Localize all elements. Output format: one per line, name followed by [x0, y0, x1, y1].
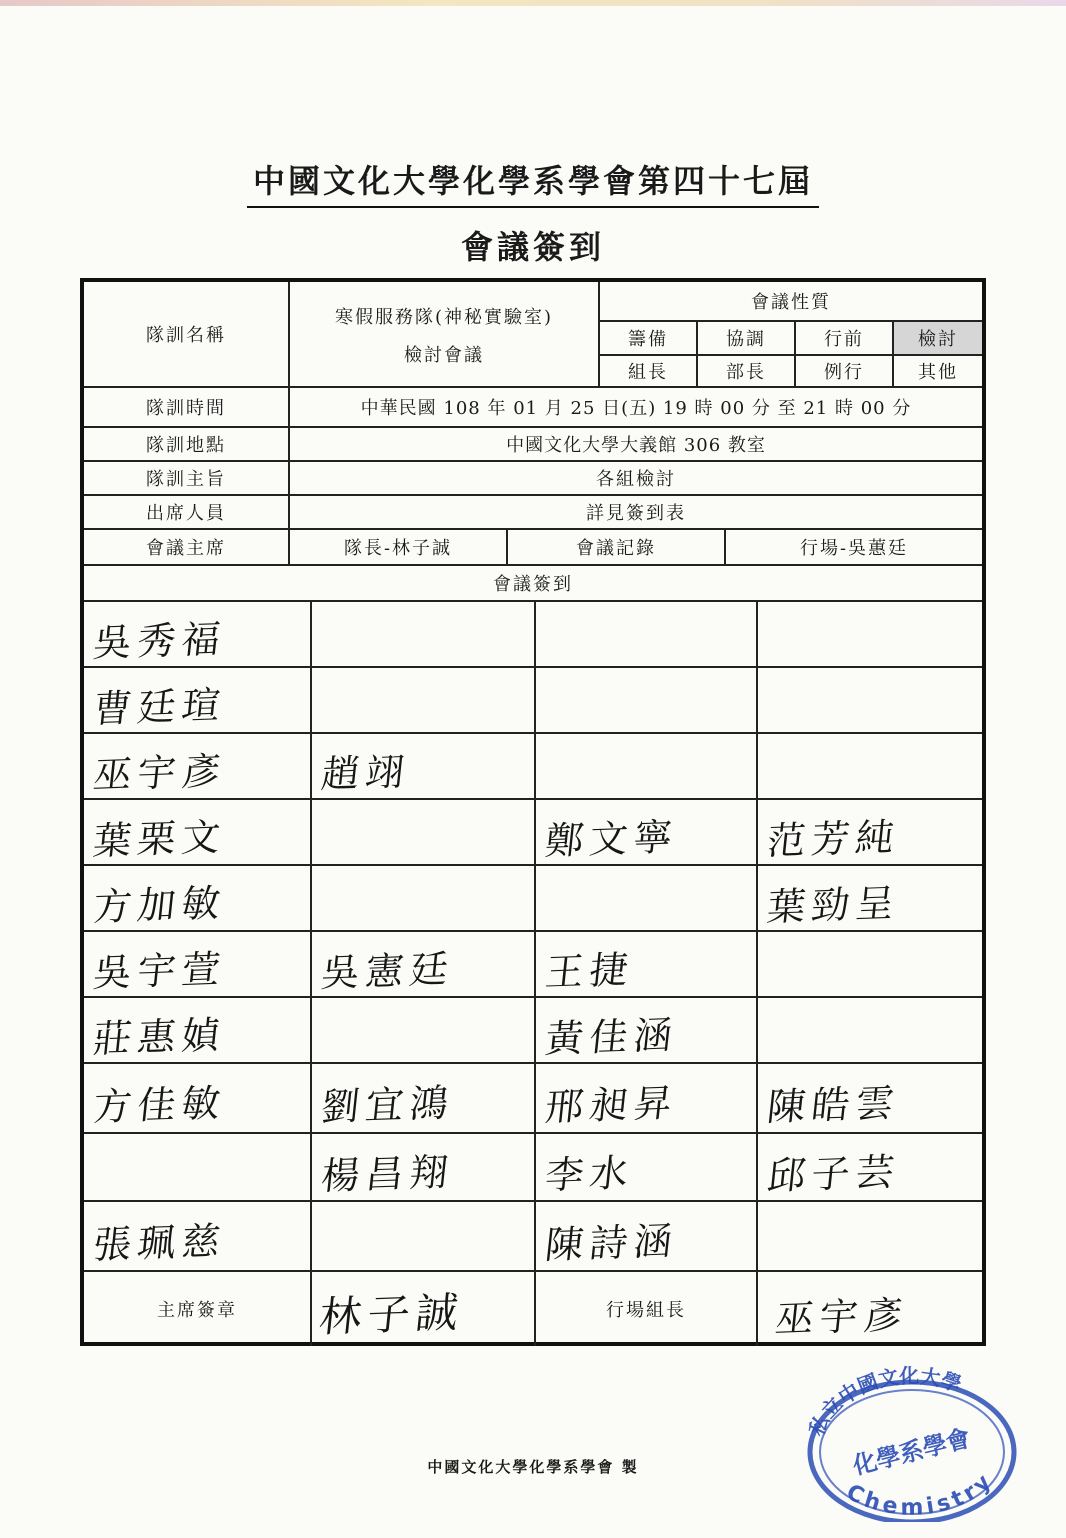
signature-cell: 鄭文寧: [543, 814, 681, 864]
signature-cell: 吳宇萱: [91, 946, 229, 996]
signature-cell: 楊昌翔: [319, 1149, 457, 1199]
signature-cell: 葉栗文: [91, 814, 229, 864]
ops-leader-label: 行場組長: [606, 1300, 686, 1321]
signature-cell: 李水: [543, 1150, 637, 1198]
paper-top-edge: [0, 0, 1066, 6]
signature-cell: 范芳純: [765, 814, 903, 864]
nature-option: 部長: [726, 362, 766, 383]
signature-cell: 邢昶昇: [543, 1080, 681, 1130]
time-value: 中華民國 108 年 01 月 25 日(五) 19 時 00 分 至 21 時 00 分: [360, 398, 912, 419]
rule: [84, 1132, 982, 1134]
nature-option: 籌備: [628, 329, 668, 350]
purpose-label: 隊訓主旨: [146, 469, 226, 490]
signature-cell: 張珮慈: [91, 1218, 229, 1268]
signature-cell: 方佳敏: [91, 1080, 229, 1130]
rule: [84, 1200, 982, 1202]
signature-cell: 葉勁呈: [765, 880, 903, 930]
rule: [534, 600, 536, 1346]
rule: [84, 930, 982, 932]
recorder-label: 會議記錄: [576, 538, 656, 559]
rule: [84, 732, 982, 734]
nature-option-selected: 檢討: [894, 322, 982, 354]
name-value-line2: 檢討會議: [404, 345, 484, 366]
signature-cell: 黃佳涵: [543, 1012, 681, 1062]
nature-label: 會議性質: [751, 292, 831, 313]
signin-header: 會議簽到: [493, 574, 573, 595]
seal-text-bottom: Chemistry: [842, 1467, 999, 1521]
signature-cell: 邱子芸: [765, 1149, 903, 1199]
nature-option: 行前: [824, 329, 864, 350]
signature-cell: 陳皓雲: [765, 1080, 903, 1130]
rule: [756, 600, 758, 1346]
name-value-line1: 寒假服務隊(神秘實驗室): [334, 307, 554, 328]
rule: [84, 996, 982, 998]
svg-text:私立中國文化大學: [804, 1364, 964, 1440]
chair-label: 會議主席: [146, 538, 226, 559]
society-seal: [800, 1362, 1020, 1522]
seal-text-top: 私立中國文化大學: [804, 1363, 965, 1440]
time-label: 隊訓時間: [146, 398, 226, 419]
signature-cell: 方加敏: [91, 880, 229, 930]
rule: [84, 666, 982, 668]
page-subtitle: 會議簽到: [460, 228, 605, 266]
signature-cell: 陳詩涵: [543, 1218, 681, 1268]
place-label: 隊訓地點: [146, 435, 226, 456]
chair-sign-label: 主席簽章: [157, 1300, 237, 1321]
attendees-label: 出席人員: [146, 503, 226, 524]
purpose-value: 各組檢討: [596, 469, 676, 490]
sign-in-form: [80, 278, 986, 1346]
signature-cell: 巫宇彥: [91, 748, 229, 798]
nature-option: 其他: [918, 362, 958, 383]
seal-text-center: 化學系學會: [849, 1423, 974, 1481]
rule: [84, 1062, 982, 1064]
signature-cell: 吳憲廷: [319, 946, 457, 996]
place-value: 中國文化大學大義館 306 教室: [506, 435, 766, 456]
footer-credit: 中國文化大學化學系學會 製: [427, 1458, 639, 1476]
attendees-value: 詳見簽到表: [586, 503, 686, 524]
chair-value: 隊長-林子誠: [343, 538, 453, 559]
nature-option: 組長: [628, 362, 668, 383]
signature-cell: 曹廷瑄: [91, 682, 229, 732]
name-label: 隊訓名稱: [146, 325, 226, 346]
ops-leader-signature: 巫宇彥: [773, 1292, 911, 1342]
nature-option: 例行: [824, 362, 864, 383]
rule: [84, 864, 982, 866]
signature-cell: 劉宜鴻: [319, 1080, 457, 1130]
rule: [84, 798, 982, 800]
signature-cell: 趙翊: [319, 749, 413, 797]
signature-cell: 吳秀福: [91, 616, 229, 666]
signature-cell: 王捷: [543, 947, 637, 995]
recorder-value: 行場-吳蕙廷: [799, 538, 909, 559]
rule: [84, 600, 982, 602]
signature-cell: 莊惠媜: [91, 1012, 229, 1062]
rule: [310, 600, 312, 1346]
chair-signature: 林子誠: [316, 1287, 467, 1342]
page-title: 中國文化大學化學系學會第四十七屆: [0, 156, 1066, 202]
nature-option: 協調: [726, 329, 766, 350]
